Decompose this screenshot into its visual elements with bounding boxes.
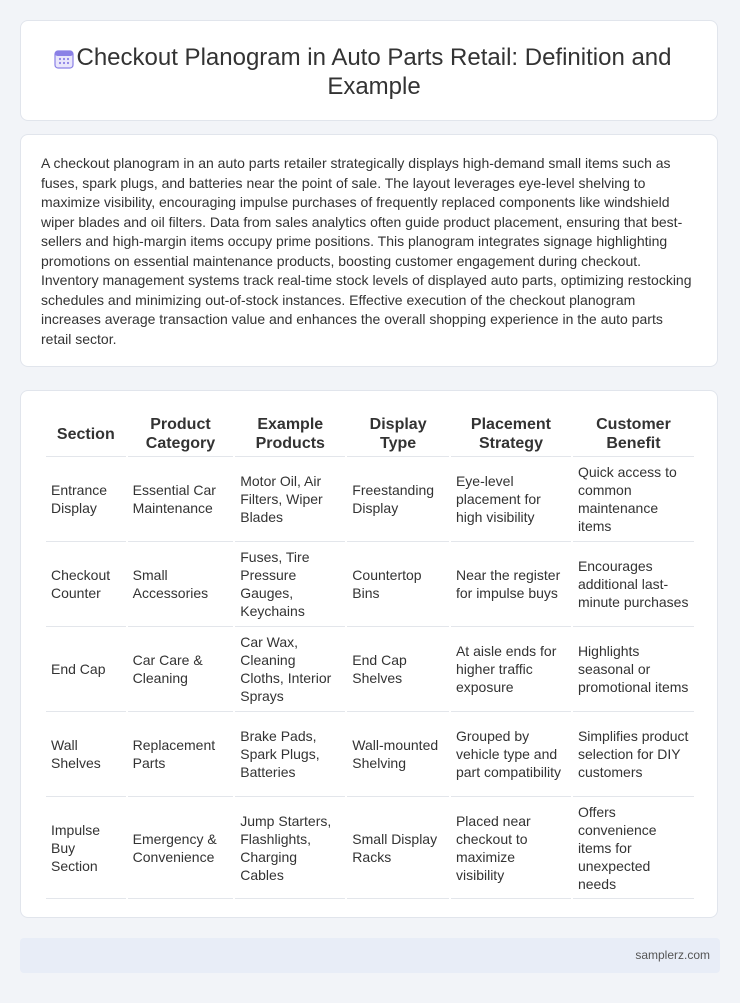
table-cell: Near the register for impulse buys [451,541,571,626]
column-header: Example Products [255,416,325,452]
table-cell: Replacement Parts [128,711,234,796]
header-card [20,20,718,121]
table-cell: Wall-mounted Shelving [347,711,449,796]
table-row [46,626,694,711]
column-header: Display Type [369,416,427,452]
table-cell: Eye-level placement for high visibility [451,456,571,541]
table-cell: Impulse Buy Section [46,796,126,899]
table-cell: Emergency & Convenience [128,796,234,899]
table-cell: At aisle ends for higher traffic exposure [451,626,571,711]
table-cell: Entrance Display [46,456,126,541]
table-header-row [46,413,694,456]
table-cell: Checkout Counter [46,541,126,626]
table-cell: Motor Oil, Air Filters, Wiper Blades [235,456,345,541]
table-cell: Small Accessories [128,541,234,626]
table-card [20,390,718,918]
table-cell: Quick access to common maintenance items [573,456,694,541]
intro-card [20,134,718,367]
table-cell: Small Display Racks [347,796,449,899]
table-cell: Essential Car Maintenance [128,456,234,541]
table-cell: Simplifies product selection for DIY customers [573,711,694,796]
footer [20,938,720,973]
table-cell: Car Care & Cleaning [128,626,234,711]
planogram-table [44,413,696,899]
footer-site-link[interactable]: samplerz.com [635,948,710,962]
column-header: Section [56,425,115,443]
column-header: Customer Benefit [596,416,671,452]
table-cell: Encourages additional last-minute purchases [573,541,694,626]
table-cell: Car Wax, Cleaning Cloths, Interior Sprays [235,626,345,711]
table-row [46,796,694,899]
table-cell: Jump Starters, Flashlights, Charging Cables [235,796,345,899]
table-cell: Freestanding Display [347,456,449,541]
table-cell: Placed near checkout to maximize visibility [451,796,571,899]
page-title: Checkout Planogram in Auto Parts Retail: Definition and Example [76,44,672,100]
table-cell: Grouped by vehicle type and part compatibility [451,711,571,796]
table-cell: End Cap Shelves [347,626,449,711]
intro-text: A checkout planogram in an auto parts retailer strategically displays high-demand small items such as fuses, spark plugs, and batteries near the point of sale. The layout leverages eye-level shelving to maximize visibility, encouraging impulse purchases of frequently replaced components like windshield wiper blades and oil filters. Data from sales analytics often guide product placement, ensuring that best-sellers and high-margin items occupy prime positions. This planogram integrates signage highlighting promotions on essential maintenance products, boosting customer engagement during checkout. Inventory management systems track real-time stock levels of displayed auto parts, optimizing restocking schedules and minimizing out-of-stock instances. Effective execution of the checkout planogram increases average transaction value and enhances the overall shopping experience in the auto parts retail sector. [41,155,692,347]
column-header: Placement Strategy [470,416,551,452]
column-header: Product Category [145,416,216,452]
table-row [46,456,694,541]
table-cell: Offers convenience items for unexpected needs [573,796,694,899]
table-cell: Countertop Bins [347,541,449,626]
table-cell: Highlights seasonal or promotional items [573,626,694,711]
table-cell: Fuses, Tire Pressure Gauges, Keychains [235,541,345,626]
table-cell: Wall Shelves [46,711,126,796]
table-cell: Brake Pads, Spark Plugs, Batteries [235,711,345,796]
table-row [46,541,694,626]
table-cell: End Cap [46,626,126,711]
table-row [46,711,694,796]
